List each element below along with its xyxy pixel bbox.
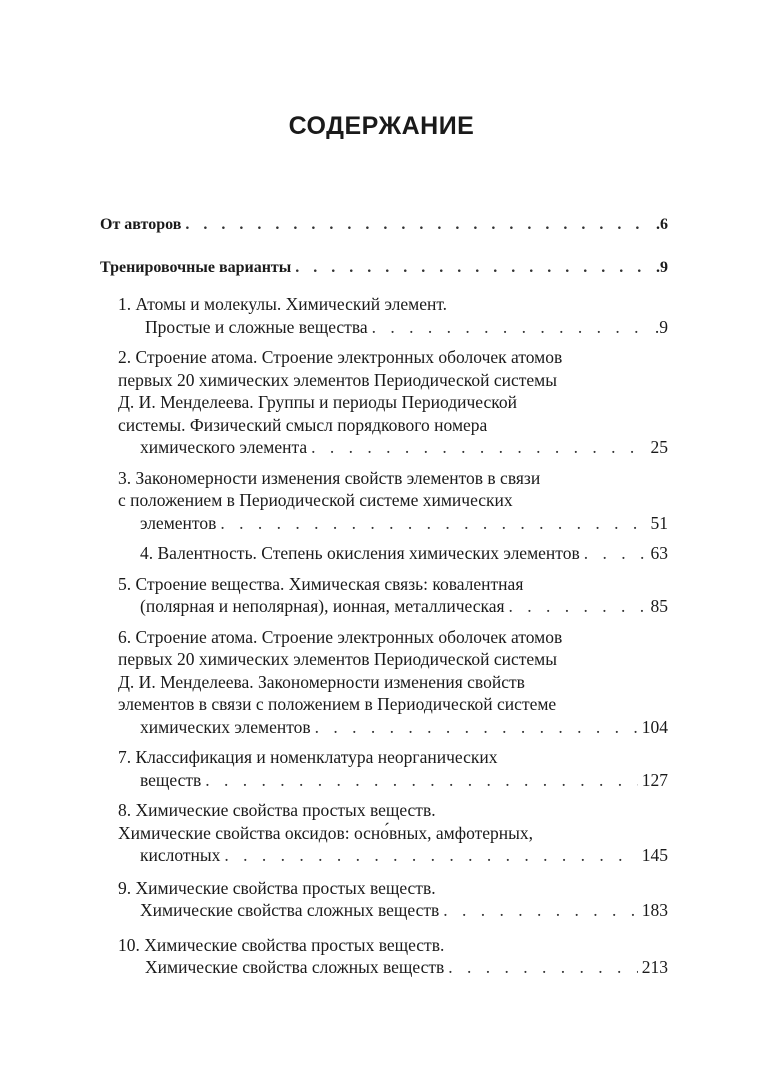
toc-item <box>100 573 668 618</box>
toc-line: Д. И. Менделеева. Закономерности изменения свойств <box>118 671 525 692</box>
toc-leader-line <box>140 769 668 792</box>
dot-leader <box>205 769 637 792</box>
toc-line: Д. И. Менделеева. Группы и периоды Периодической <box>118 392 517 412</box>
table-of-contents <box>100 214 668 979</box>
toc-line: 6. Строение атома. Строение электронных оболочек атомов <box>118 626 563 647</box>
toc-leader-line <box>140 542 668 565</box>
toc-item <box>100 877 668 922</box>
page-number: 213 <box>641 957 668 977</box>
toc-entry-text: веществ <box>140 769 202 790</box>
toc-line: 10. Химические свойства простых веществ. <box>118 934 445 955</box>
page-number: 127 <box>641 769 668 790</box>
toc-item <box>100 346 668 459</box>
toc-leader-line <box>100 257 668 280</box>
toc-item <box>100 799 668 867</box>
dot-leader <box>185 214 652 237</box>
page-number: 145 <box>641 845 668 865</box>
page-number: 25 <box>650 437 668 457</box>
toc-line: 2. Строение атома. Строение электронных оболочек атомов <box>118 347 563 367</box>
toc-item <box>100 542 668 565</box>
dot-leader <box>311 436 646 459</box>
toc-item <box>100 293 668 338</box>
toc-item <box>100 934 668 979</box>
toc-leader-line <box>140 716 668 739</box>
toc-leader-line <box>140 844 668 867</box>
toc-line: с положением в Периодической системе химических <box>118 490 513 510</box>
dot-leader <box>509 595 647 618</box>
dot-leader <box>443 899 637 922</box>
page-number: 63 <box>650 543 668 563</box>
toc-line: первых 20 химических элементов Периодической системы <box>118 369 557 390</box>
toc-leader-line <box>140 436 668 459</box>
toc-entry-text: Химические свойства сложных веществ <box>140 900 440 920</box>
toc-entry-text: Простые и сложные вещества <box>145 316 368 337</box>
toc-section <box>100 257 668 280</box>
dot-leader <box>448 956 637 979</box>
toc-line: 8. Химические свойства простых веществ. <box>118 800 436 820</box>
toc-entry-text: кислотных <box>140 845 221 865</box>
toc-line: 3. Закономерности изменения свойств элементов в связи <box>118 467 541 488</box>
toc-line: 9. Химические свойства простых веществ. <box>118 877 436 898</box>
dot-leader <box>224 844 637 867</box>
toc-line: 7. Классификация и номенклатура неорганических <box>118 747 498 767</box>
toc-line: первых 20 химических элементов Периодической системы <box>118 649 557 669</box>
toc-item <box>100 746 668 791</box>
dot-leader <box>295 257 652 280</box>
page-number: .9 <box>654 316 668 337</box>
toc-entry-text: (полярная и неполярная), ионная, металлическая <box>140 596 505 616</box>
toc-entry-text: химических элементов <box>140 716 311 737</box>
toc-entry-text: химического элемента <box>140 437 308 457</box>
toc-entry-text: Тренировочные варианты <box>100 258 292 276</box>
dot-leader <box>315 716 638 739</box>
toc-item <box>100 467 668 535</box>
dot-leader <box>584 542 647 565</box>
page-number: 104 <box>641 716 668 737</box>
page-number: .6 <box>656 216 668 233</box>
toc-entry-text: Химические свойства сложных веществ <box>145 957 445 977</box>
toc-entry-text: От авторов <box>100 216 182 233</box>
toc-entry-text: 4. Валентность. Степень окисления химических элементов <box>140 543 580 563</box>
toc-leader-line <box>140 899 668 922</box>
toc-leader-line <box>140 512 668 535</box>
toc-leader-line <box>145 316 668 339</box>
toc-item <box>100 626 668 739</box>
toc-leader-line <box>140 595 668 618</box>
toc-line: 1. Атомы и молекулы. Химический элемент. <box>118 294 448 314</box>
page-number: 85 <box>650 596 668 616</box>
page-title: СОДЕРЖАНИЕ <box>288 112 475 140</box>
page-number: .9 <box>656 258 668 276</box>
page-number: 183 <box>641 900 668 920</box>
toc-line: 5. Строение вещества. Химическая связь: ковалентная <box>118 573 524 594</box>
toc-leader-line <box>100 214 668 237</box>
dot-leader <box>220 512 646 535</box>
page-number: 51 <box>650 512 668 533</box>
toc-line: системы. Физический смысл порядкового номера <box>118 414 488 435</box>
toc-line: элементов в связи с положением в Периодической системе <box>118 694 557 714</box>
toc-line: Химические свойства оксидов: осно́вных, амфотерных, <box>118 822 534 843</box>
toc-section <box>100 214 668 237</box>
dot-leader <box>372 316 651 339</box>
toc-entry-text: элементов <box>140 512 217 533</box>
toc-leader-line <box>145 956 668 979</box>
